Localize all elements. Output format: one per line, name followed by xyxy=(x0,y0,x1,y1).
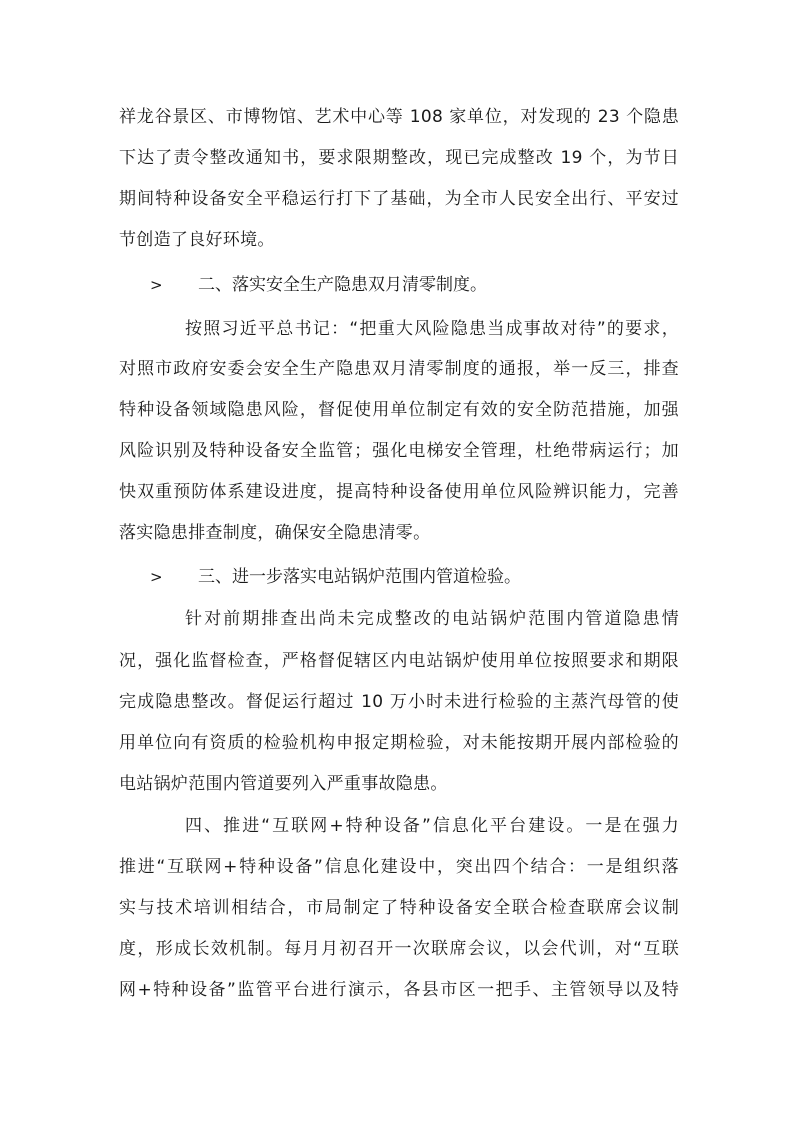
paragraph-2-line-5: 快双重预防体系建设进度，提高特种设备使用单位风险辨识能力，完善 xyxy=(119,482,679,502)
paragraph-3-line-1: 针对前期排查出尚未完成整改的电站锅炉范围内管道隐患情 xyxy=(185,609,679,629)
paragraph-4-line-1: 四、推进“互联网+特种设备”信息化平台建设。一是在强力 xyxy=(185,816,679,836)
paragraph-3-line-4: 用单位向有资质的检验机构申报定期检验，对未能按期开展内部检验的 xyxy=(119,733,679,753)
paragraph-4-line-2: 推进“互联网+特种设备”信息化建设中，突出四个结合：一是组织落 xyxy=(119,857,679,877)
section-heading-3-text: 三、进一步落实电站锅炉范围内管道检验。 xyxy=(198,567,521,587)
bullet-marker: > xyxy=(150,276,163,294)
paragraph-3-line-2: 况，强化监督检查，严格督促辖区内电站锅炉使用单位按照要求和期限 xyxy=(119,651,679,671)
section-heading-2 xyxy=(150,269,487,301)
paragraph-1-line-4: 节创造了良好环境。 xyxy=(119,230,275,250)
section-heading-2-text: 二、落实安全生产隐患双月清零制度。 xyxy=(198,275,487,295)
paragraph-1-line-1: 祥龙谷景区、市博物馆、艺术中心等 108 家单位，对发现的 23 个隐患 xyxy=(119,107,679,127)
bullet-marker: > xyxy=(150,568,163,586)
paragraph-4-line-5: 网+特种设备”监管平台进行演示，各县市区一把手、主管领导以及特 xyxy=(119,980,679,1000)
paragraph-2-line-4: 风险识别及特种设备安全监管；强化电梯安全管理，杜绝带病运行；加 xyxy=(119,441,679,461)
paragraph-2-line-3: 特种设备领域隐患风险，督促使用单位制定有效的安全防范措施，加强 xyxy=(119,400,679,420)
paragraph-3-line-5: 电站锅炉范围内管道要列入严重事故隐患。 xyxy=(119,774,448,794)
paragraph-4-line-4: 度，形成长效机制。每月月初召开一次联席会议，以会代训，对“互联 xyxy=(119,939,679,959)
paragraph-1-line-3: 期间特种设备安全平稳运行打下了基础，为全市人民安全出行、平安过 xyxy=(119,189,679,209)
paragraph-4-line-3: 实与技术培训相结合，市局制定了特种设备安全联合检查联席会议制 xyxy=(119,898,679,918)
paragraph-1-line-2: 下达了责令整改通知书，要求限期整改，现已完成整改 19 个，为节日 xyxy=(119,148,679,168)
section-heading-3 xyxy=(150,561,521,593)
paragraph-2-line-2: 对照市政府安委会安全生产隐患双月清零制度的通报，举一反三，排查 xyxy=(119,359,679,379)
paragraph-3-line-3: 完成隐患整改。督促运行超过 10 万小时未进行检验的主蒸汽母管的使 xyxy=(119,692,679,712)
paragraph-2-line-1: 按照习近平总书记：“把重大风险隐患当成事故对待”的要求， xyxy=(185,319,679,339)
paragraph-2-line-6: 落实隐患排查制度，确保安全隐患清零。 xyxy=(119,523,431,543)
